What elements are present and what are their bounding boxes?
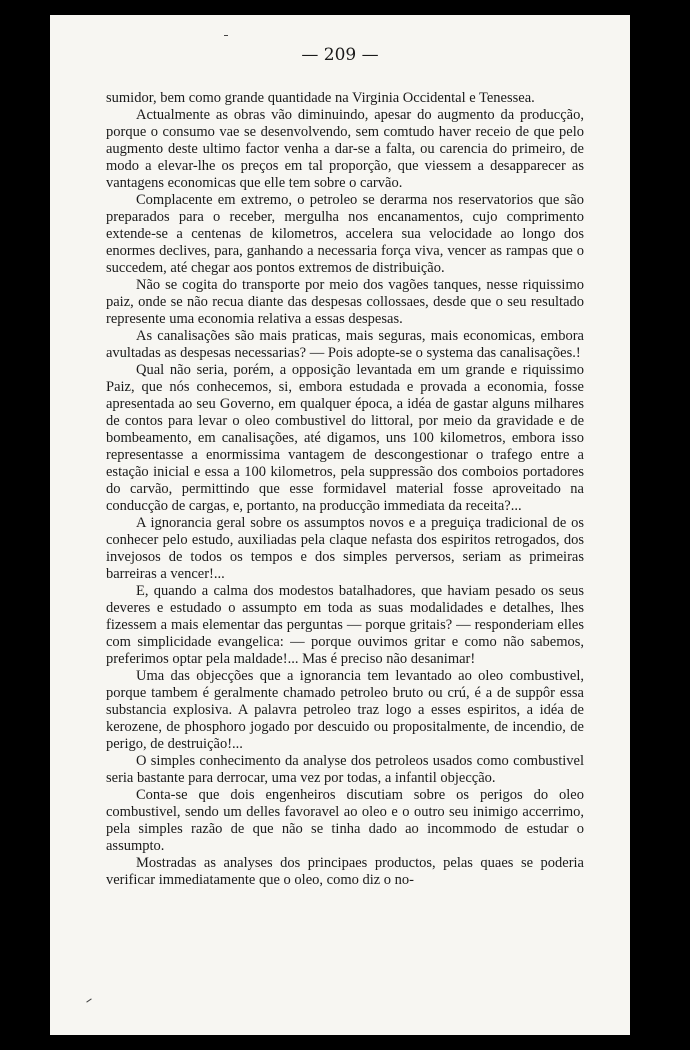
paragraph-1: sumidor, bem como grande quantidade na Virginia Occidental e Tenessea. (106, 90, 535, 106)
paragraph-4: Não se cogita do transporte por meio dos vagões tanques, nesse riquissimo paiz, onde se não recua diante das despesas collossaes, desde que o seu resultado represente uma economia relativa a essas despesas. (106, 277, 584, 327)
paragraph-10: O simples conhecimento da analyse dos petroleos usados como combustivel seria bastante para derrocar, uma vez por todas, a infantil objecção. (106, 753, 584, 786)
paragraph-3: Complacente em extremo, o petroleo se derarma nos reservatorios que são preparados para o receber, mergulha nos encanamentos, cujo comprimento extende-se a centenas de kilometros, accelera sua velocidade ao longo dos enormes declives, para, ganhando a necessaria força viva, vencer as rampas que o succedem, até chegar aos pontos extremos de distribuição. (106, 192, 584, 276)
paragraph-12: Mostradas as analyses dos principaes productos, pelas quaes se poderia verificar immediatamente que o oleo, como diz o no- (106, 855, 584, 888)
paragraph-6: Qual não seria, porém, a opposição levantada em um grande e riquissimo Paiz, que nós conhecemos, si, embora estudada e provada a economia, fosse apresentada ao seu Governo, em qualquer época, a idéa de gastar alguns milhares de contos para levar o oleo combustivel do littoral, por meio da gravidade e de bombeamento, em canalisações, até digamos, uns 100 kilometros, embora isso representasse a enormissima vantagem de descongestionar o trafego entre a estação inicial e essa a 100 kilometros, pela suppressão dos comboios portadores do carvão, permittindo que esse formidavel material fosse aproveitado na conducção de cargas, e, portanto, na producção immediata da receita?... (106, 362, 584, 514)
paragraph-8: E, quando a calma dos modestos batalhadores, que haviam pesado os seus deveres e estudado o assumpto em toda as suas modalidades e detalhes, lhes fizessem a mais elementar das perguntas — porque gritais? — responderiam elles com simplicidade evangelica: — porque ouvimos gritar e como não sabemos, preferimos optar pela maldade!... Mas é preciso não desanimar! (106, 583, 584, 667)
paragraph-11: Conta-se que dois engenheiros discutiam sobre os perigos do oleo combustivel, sendo um delles favoravel ao oleo e o outro seu inimigo accerrimo, pela simples razão de que não se tinha dado ao incommodo de estudar o assumpto. (106, 787, 584, 854)
scan-speck (224, 35, 228, 36)
paragraph-7: A ignorancia geral sobre os assumptos novos e a preguiça tradicional de os conhecer pelo estudo, auxiliadas pela claque nefasta dos espiritos retrogados, dos invejosos de todos os tempos e dos simples perversos, seriam as primeiras barreiras a vencer!... (106, 515, 584, 582)
body-text (106, 90, 584, 889)
scan-speck (86, 998, 91, 1002)
page-number: — 209 — (301, 45, 379, 65)
paragraph-2: Actualmente as obras vão diminuindo, apesar do augmento da producção, porque o consumo vae se desenvolvendo, sem comtudo haver receio de que pelo augmento deste ultimo factor venha a dar-se a falta, ou carencia do primeiro, de modo a elevar-lhe os preços em tal proporção, que viessem a desapparecer as vantagens economicas que elle tem sobre o carvão. (106, 107, 584, 191)
paragraph-5: As canalisações são mais praticas, mais seguras, mais economicas, embora avultadas as despesas necessarias? — Pois adopte-se o systema das canalisações.! (106, 328, 584, 361)
paragraph-9: Uma das objecções que a ignorancia tem levantado ao oleo combustivel, porque tambem é geralmente chamado petroleo bruto ou crú, é a de suppôr essa substancia explosiva. A palavra petroleo traz logo a esses espiritos, a idéa de kerozene, de phosphoro jogado por descuido ou propositalmente, de incendio, de perigo, de destruição!... (106, 668, 584, 752)
scanned-page (50, 15, 630, 1035)
